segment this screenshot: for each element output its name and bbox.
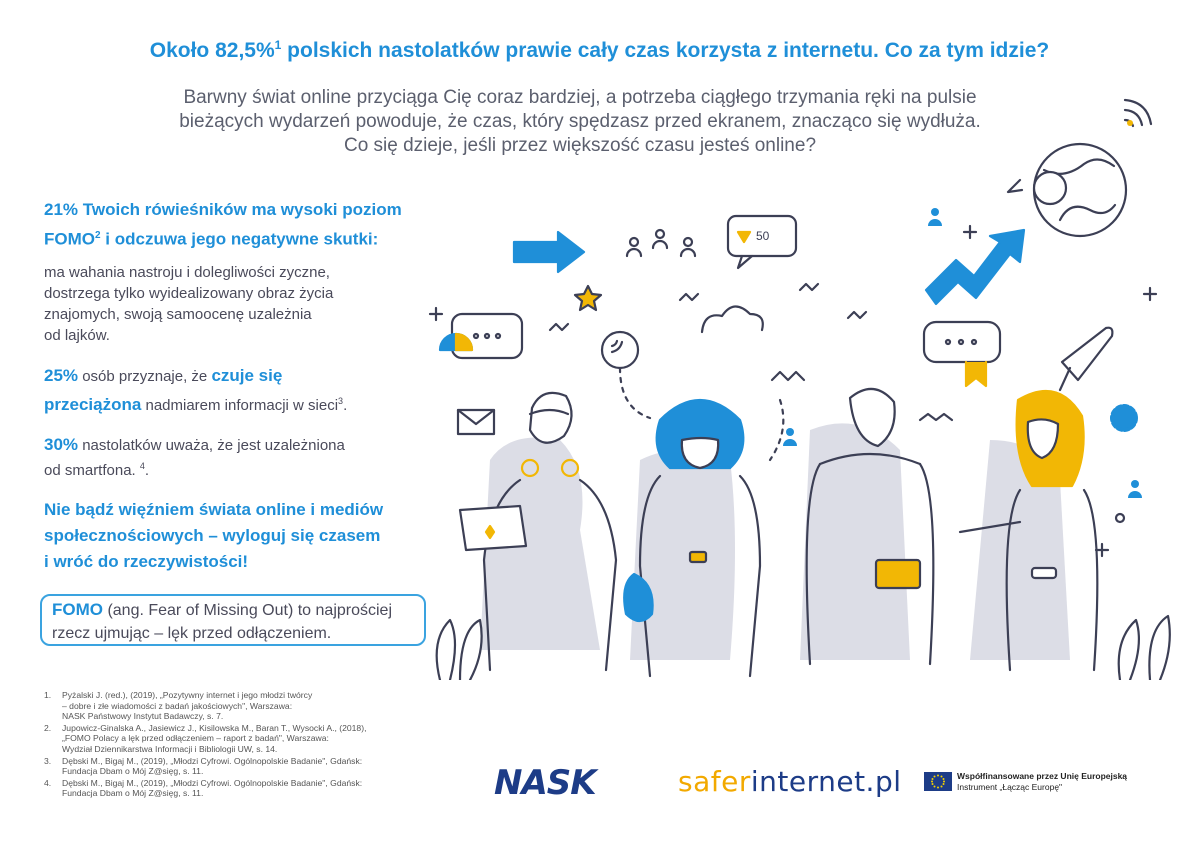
- chat-bubble-icon: [440, 314, 522, 358]
- stat-fomo-heading: 21% Twoich rówieśników ma wysoki poziom FOMO$^2$ i odczuwa jego negatywne skutki:: [44, 200, 402, 249]
- nask-logo: NASK: [494, 763, 596, 803]
- gear-icon: [1112, 406, 1136, 430]
- page-title: Około 82,5%$^1$ polskich nastolatków prawie cały czas korzysta z internetu. Co za tym idzie?: [149, 38, 1050, 62]
- trend-arrow-icon: [926, 230, 1024, 304]
- appeal-text: Nie bądź więźniem świata online i mediów społecznościowych – wyloguj się czasem i wróć do rzeczywistości!: [44, 500, 384, 571]
- reference-item: 4. Dębski M., Bigaj M., (2019), „Młodzi Cyfrowi. Ogólnopolskie Badanie", Gdańsk: Fundacja Dbam o Mój Z@sięg, s. 11.: [44, 777, 363, 799]
- message-bubble-icon: [924, 322, 1000, 386]
- reference-item: 2. Jupowicz-Ginalska A., Jasiewicz J., Kisilowska M., Baran T., Wysocki A., (2018), „FOMO Polacy a lęk przed odłączeniem – raport z badań", Warszawa: Wydział Dziennikarstwa Informacji i Bibliologii UW, s. 14.: [44, 722, 367, 754]
- references-list: [44, 690, 404, 800]
- eu-cofinancing-text: Współfinansowane przez Unię Europejską Instrument „Łącząc Europę": [957, 771, 1128, 792]
- globe-icon: [1008, 144, 1126, 236]
- reference-item: 1. Pyżalski J. (red.), (2019), „Pozytywny internet i jego młodzi twórcy – dobre i złe wiadomości z badań jakościowych", Warszawa: NASK Państwowy Instytut Badawczy, s. 7.: [44, 690, 313, 722]
- rss-icon: [602, 332, 638, 368]
- intro-line: Co się dzieje, jeśli przez większość czasu jesteś online?: [343, 135, 817, 156]
- likes-count: 50: [756, 229, 770, 243]
- arrow-right-icon: [514, 232, 584, 272]
- star-icon: [575, 286, 601, 310]
- stat-fomo-section: [44, 197, 484, 253]
- rocket-icon: [1060, 328, 1112, 390]
- intro-line: bieżących wydarzeń powoduje, że czas, który spędzasz przed ekranem, znacząco się wydłuża.: [179, 111, 981, 132]
- stat-overload: 25% osób przyznaje, że czuje się przeciążona nadmiarem informacji w sieci$^3$.: [44, 366, 348, 414]
- intro-line: Barwny świat online przyciąga Cię coraz bardziej, a potrzeba ciągłego trzymania ręki na pulsie: [183, 87, 977, 108]
- teenagers-online-illustration: [420, 80, 1180, 680]
- fomo-definition-box: FOMO (ang. Fear of Missing Out) to najprościej rzecz ujmując – lęk przed odłączeniem.: [40, 594, 426, 646]
- saferinternet-logo: saferinternet.pl: [678, 765, 902, 798]
- stat-smartphone: 30% nastolatków uważa, że jest uzależniona od smartfona. $^4$.: [44, 435, 345, 479]
- wifi-icon: [1125, 100, 1151, 126]
- envelope-icon: [458, 410, 494, 434]
- eu-flag-icon: [924, 772, 952, 791]
- reference-item: 3. Dębski M., Bigaj M., (2019), „Młodzi Cyfrowi. Ogólnopolskie Badanie", Gdańsk: Fundacja Dbam o Mój Z@sięg, s. 11.: [44, 755, 363, 777]
- stat-fomo-text: ma wahania nastroju i dolegliwości zyczne, dostrzega tylko wyidealizowany obraz życia znajomych, swoją samoocenę uzależnia od lajków.: [44, 264, 334, 344]
